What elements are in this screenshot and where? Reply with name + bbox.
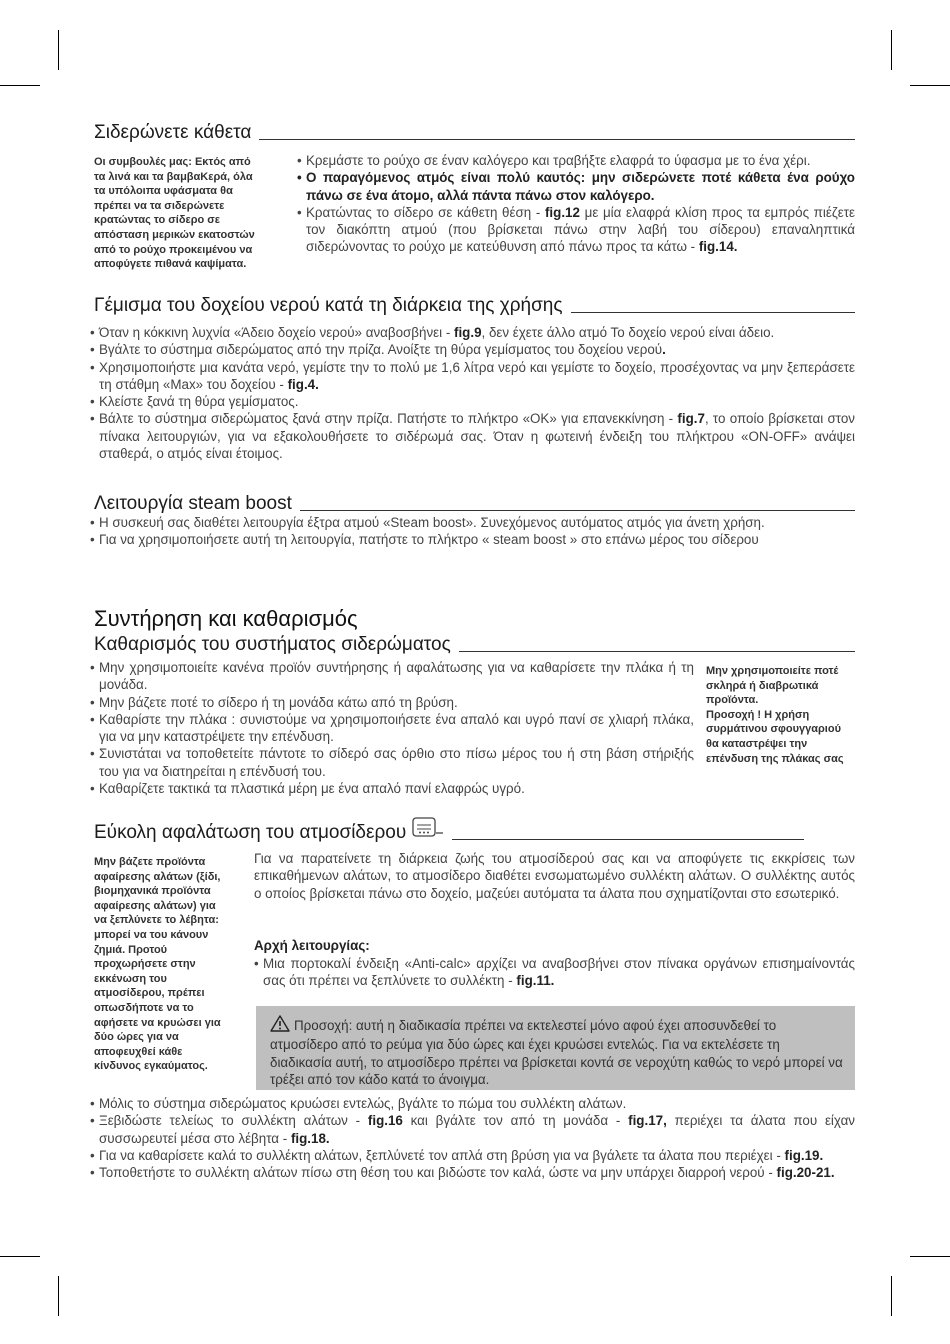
heading-rule xyxy=(300,510,855,511)
list-item: • Για να χρησιμοποιήσετε αυτή τη λειτουργία, πατήστε το πλήκτρο « steam boost » στο επάνω μέρος του σίδερου xyxy=(90,531,855,548)
side-note-descaling: Μην βάζετε προϊόντα αφαίρεσης αλάτων (ξίδι, βιομηχανικά προϊόντα αφαίρεσης αλάτων) για να ξεπλύνετε το λέβητα: μπορεί να του κάνουν ζημιά. Προτού προχωρήσετε στην εκκένωση του ατμοσίδερου, πρέπει οπωσδήποτε να το αφήσετε να κρυώσει για δύο ώρες για να αποφευχθεί κάθε κίνδυνος εγκαύματος. xyxy=(94,856,221,1073)
bullet-list-vertical xyxy=(297,152,855,256)
bullet-list-steam-boost xyxy=(90,514,855,549)
list-item: • Καθαρίζετε τακτικά τα πλαστικά μέρη με ένα απαλό πανί ελαφρώς υγρό. xyxy=(90,780,694,797)
crop-mark xyxy=(910,1256,950,1257)
crop-mark xyxy=(910,85,950,86)
list-item: • Τοποθετήστε το συλλέκτη αλάτων πίσω στη θέση του και βιδώστε τον καλά, ώστε να μην υπάρχει διαρροή νερού - fig.20-21. xyxy=(90,1164,855,1181)
warning-box xyxy=(256,1006,855,1090)
list-item: • Χρησιμοποιήστε μια κανάτα νερό, γεμίστε την το πολύ με 1,6 λίτρα νερό και γεμίστε το δοχείο, προσέχοντας να μην ξεπεράσετε τη στάθμη «Max» του δοχείου - fig.4. xyxy=(90,359,855,394)
list-item: • Μην βάζετε ποτέ το σίδερο ή τη μονάδα κάτω από τη βρύση. xyxy=(90,694,694,711)
list-item: • Όταν η κόκκινη λυχνία «Άδειο δοχείο νερού» αναβοσβήνει - fig.9, δεν έχετε άλλο ατμό Το δοχείο νερού είναι άδειο. xyxy=(90,324,855,341)
section-heading-steam-boost xyxy=(94,493,855,515)
section-heading-descaling xyxy=(94,817,804,844)
heading-rule xyxy=(452,839,804,840)
list-item: • Μην χρησιμοποιείτε κανένα προϊόν συντήρησης ή αφαλάτωσης για να καθαρίσετε την πλάκα ή τη μονάδα. xyxy=(90,659,694,694)
bullet-list-descaling-steps xyxy=(90,1095,855,1181)
warning-icon xyxy=(270,1015,290,1036)
side-note-cleaning: Μην χρησιμοποιείτε ποτέ σκληρά ή διαβρωτικά προϊόντα. Προσοχή ! Η χρήση συρμάτινου σφουγγαριού θα καταστρέψει την επένδυση της πλάκας σας xyxy=(706,665,844,765)
heading-rule xyxy=(459,651,855,652)
crop-mark xyxy=(891,30,892,70)
bullet-list-principle xyxy=(254,955,855,990)
list-item: • Κλείστε ξανά τη θύρα γεμίσματος. xyxy=(90,393,855,410)
descaling-intro: Για να παρατείνετε τη διάρκεια ζωής του ατμοσίδερού σας και να αποφύγετε τις εκκρίσεις των επικαθήμενων αλάτων, το ατμοσίδερο διαθέτει ενσωματωμένο συλλέκτη αλάτων. Ο συλλέκτης αυτός ο οποίος βρίσκεται πάνω στο δοχείο, μαζεύει αυτόματα τα άλατα που σχηματίζονται στο εσωτερικό. xyxy=(254,851,855,901)
descale-icon xyxy=(412,817,446,844)
crop-mark xyxy=(0,1256,40,1257)
section-title: Λειτουργία steam boost xyxy=(94,493,292,514)
section-title: Εύκολη αφαλάτωση του ατμοσίδερου xyxy=(94,822,407,843)
side-note-tips: Οι συμβουλές μας: Εκτός από τα λινά και τα βαμβαΚερά, όλα τα υπόλοιπα υφάσματα θα πρέπει να τα σιδερώνετε κρατώντας το σίδερο σε απόσταση μερικών εκατοστών από το ρούχο προκειμένου να αποφύγετε πιθανά καψίματα. xyxy=(94,156,255,271)
list-item: • Ο παραγόμενος ατμός είναι πολύ καυτός: μην σιδερώνετε ποτέ κάθετα ένα ρούχο πάνω σε ένα άτομο, αλλά πάντα πάνω στον καλόγερο. xyxy=(297,169,855,204)
section-heading-refill xyxy=(94,295,855,317)
crop-mark xyxy=(891,1276,892,1316)
crop-mark xyxy=(0,85,40,86)
heading-rule xyxy=(259,139,855,140)
list-item: • Ξεβιδώστε τελείως το συλλέκτη αλάτων - fig.16 και βγάλτε τον από τη μονάδα - fig.17, περιέχει τα άλατα που είχαν συσσωρευτεί μέσα στο λέβητα - fig.18. xyxy=(90,1112,855,1147)
list-item: • Μόλις το σύστημα σιδερώματος κρυώσει εντελώς, βγάλτε το πώμα του συλλέκτη αλάτων. xyxy=(90,1095,855,1112)
list-item: • Μια πορτοκαλί ένδειξη «Anti-calc» αρχίζει να αναβοσβήνει στον πίνακα οργάνων επισημαίνοντάς σας ότι πρέπει να ξεπλύνετε το συλλέκτη - fig.11. xyxy=(254,955,855,990)
list-item: • Κρατώντας το σίδερο σε κάθετη θέση - fig.12 με μία ελαφρά κλίση προς τα εμπρός πιέζετε τον διακόπτη ατμού (που βρίσκεται πάνω στην λαβή του σίδερου) επαναληπτικά σιδερώνοντας το ρούχο με κατεύθυνση από πάνω προς τα κάτω - fig.14. xyxy=(297,204,855,256)
heading-rule xyxy=(571,312,855,313)
list-item: • Καθαρίστε την πλάκα : συνιστούμε να χρησιμοποιήσετε ένα απαλό και υγρό πανί σε χλιαρή πλάκα, για να μην καταστρέψετε την επένδυση. xyxy=(90,711,694,746)
list-item: • Βάλτε το σύστημα σιδερώματος ξανά στην πρίζα. Πατήστε το πλήκτρο «OK» για επανεκκίνηση - fig.7, το οποίο βρίσκεται στον πίνακα λειτουργιών, για να εξακολουθήσετε το σιδέρωμά σας. Όταν η φωτεινή ένδειξη του πλήκτρου «ON-OFF» ανάψει σταθερά, ο ατμός είναι έτοιμος. xyxy=(90,410,855,462)
section-heading-cleaning xyxy=(94,634,855,656)
operating-principle-heading: Αρχή λειτουργίας: xyxy=(254,938,370,953)
list-item: • Για να καθαρίσετε καλά το συλλέκτη αλάτων, ξεπλύνετέ τον απλά στη βρύση για να βγάλετε τα άλατα που περιέχει - fig.19. xyxy=(90,1147,855,1164)
section-title: Γέμισμα του δοχείου νερού κατά τη διάρκεια της χρήσης xyxy=(94,295,563,316)
section-title: Σιδερώνετε κάθετα xyxy=(94,122,252,143)
section-heading-vertical-ironing xyxy=(94,122,855,144)
bullet-list-cleaning xyxy=(90,659,694,797)
bullet-list-refill xyxy=(90,324,855,462)
chapter-title: Συντήρηση και καθαρισμός xyxy=(94,606,358,631)
list-item: • Κρεμάστε το ρούχο σε έναν καλόγερο και τραβήξτε ελαφρά το ύφασμα με το ένα χέρι. xyxy=(297,152,855,169)
warning-text: Προσοχή: αυτή η διαδικασία πρέπει να εκτελεστεί μόνο αφού έχει αποσυνδεθεί το ατμοσίδερο από το ρεύμα για δύο ώρες και έχει κρυώσει εντελώς. Για να εκτελέσετε τη διαδικασία αυτή, το ατμοσίδερο πρέπει να βρίσκεται κοντά σε νεροχύτη καθώς το νερό μπορεί να τρέξει από τον κάδο κατά το άνοιγμα. xyxy=(270,1018,843,1087)
list-item: • Συνιστάται να τοποθετείτε πάντοτε το σίδερό σας όρθιο στο πίσω μέρος του ή στη βάση στήριξής του για να διατηρείται η επένδυσή του. xyxy=(90,745,694,780)
section-title: Καθαρισμός του συστήματος σιδερώματος xyxy=(94,634,451,655)
list-item: • Βγάλτε το σύστημα σιδερώματος από την πρίζα. Ανοίξτε τη θύρα γεμίσματος του δοχείου νερού. xyxy=(90,341,855,358)
list-item: • Η συσκευή σας διαθέτει λειτουργία έξτρα ατμού «Steam boost». Συνεχόμενος αυτόματος ατμός για άνετη χρήση. xyxy=(90,514,855,531)
crop-mark xyxy=(58,30,59,70)
crop-mark xyxy=(58,1276,59,1316)
